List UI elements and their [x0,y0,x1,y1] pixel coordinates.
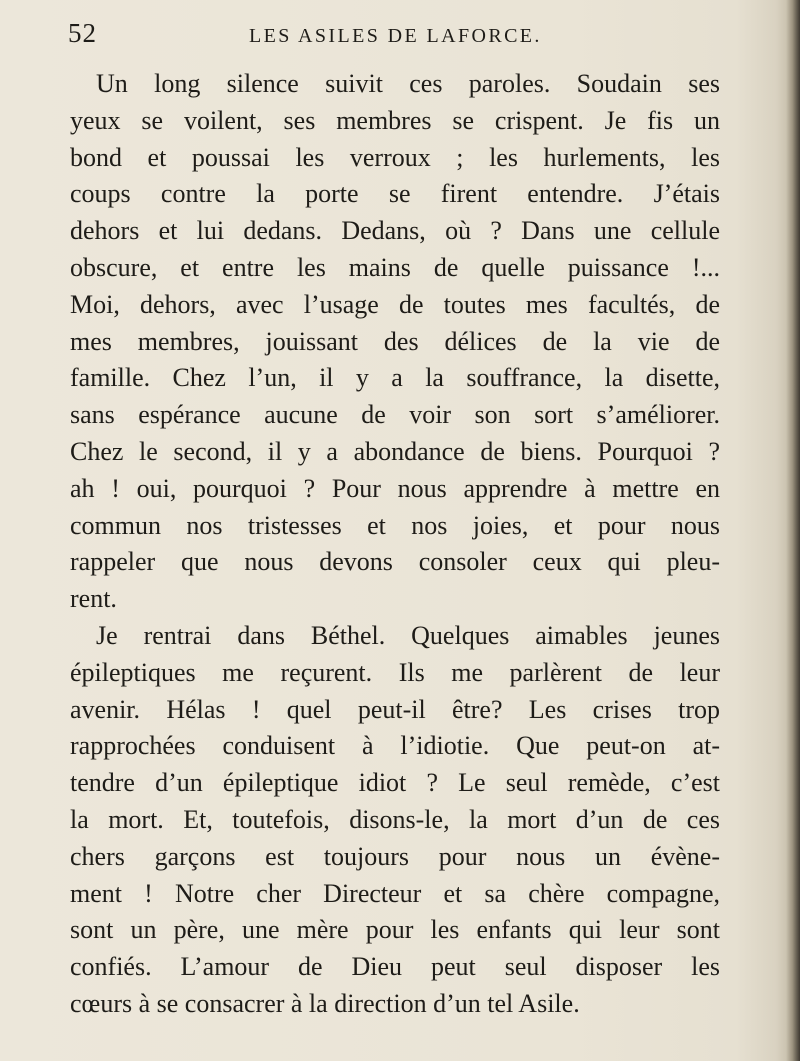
text-line: Chez le second, il y a abondance de biens. Pourquoi ? [70,436,720,466]
text-line: rent. [70,584,117,614]
paragraph-1 [70,66,720,618]
binding-shadow [786,0,800,1061]
text-line: bond et poussai les verroux ; les hurlements, les [70,142,720,172]
text-line: obscure, et entre les mains de quelle puissance !... [70,252,720,282]
text-line: sans espérance aucune de voir son sort s’améliorer. [70,400,720,430]
running-title: LES ASILES DE LAFORCE. [249,25,542,47]
text-line: Je rentrai dans Béthel. Quelques aimables jeunes [96,620,720,650]
text-line: yeux se voilent, ses membres se crispent. Je fis un [70,105,720,135]
text-line: rapprochées conduisent à l’idiotie. Que peut-on at- [70,731,720,761]
text-line: tendre d’un épileptique idiot ? Le seul remède, c’est [70,768,720,798]
text-line: coups contre la porte se firent entendre. J’étais [70,179,720,209]
text-line: sont un père, une mère pour les enfants qui leur sont [70,915,720,945]
text-line: mes membres, jouissant des délices de la vie de [70,326,720,356]
text-line: ah ! oui, pourquoi ? Pour nous apprendre à mettre en [70,473,720,503]
text-line: épileptiques me reçurent. Ils me parlèrent de leur [70,657,720,687]
text-line: la mort. Et, toutefois, disons-le, la mort d’un de ces [70,804,720,834]
page-header [68,18,758,54]
text-line: chers garçons est toujours pour nous un évène- [70,841,720,871]
paragraph-2 [70,618,720,1023]
text-line: ment ! Notre cher Directeur et sa chère compagne, [70,878,720,908]
text-line: dehors et lui dedans. Dedans, où ? Dans une cellule [70,216,720,246]
body-text [70,66,720,1023]
text-line: Un long silence suivit ces paroles. Soudain ses [96,69,720,98]
text-line: avenir. Hélas ! quel peut-il être? Les crises trop [70,694,720,724]
text-line: rappeler que nous devons consoler ceux qui pleu- [70,547,720,577]
text-line: cœurs à se consacrer à la direction d’un tel Asile. [70,988,580,1018]
page-number: 52 [68,18,97,48]
text-line: famille. Chez l’un, il y a la souffrance, la disette, [70,363,720,393]
text-line: confiés. L’amour de Dieu peut seul disposer les [70,952,720,982]
text-line: commun nos tristesses et nos joies, et pour nous [70,510,720,540]
text-line: Moi, dehors, avec l’usage de toutes mes facultés, de [70,289,720,319]
